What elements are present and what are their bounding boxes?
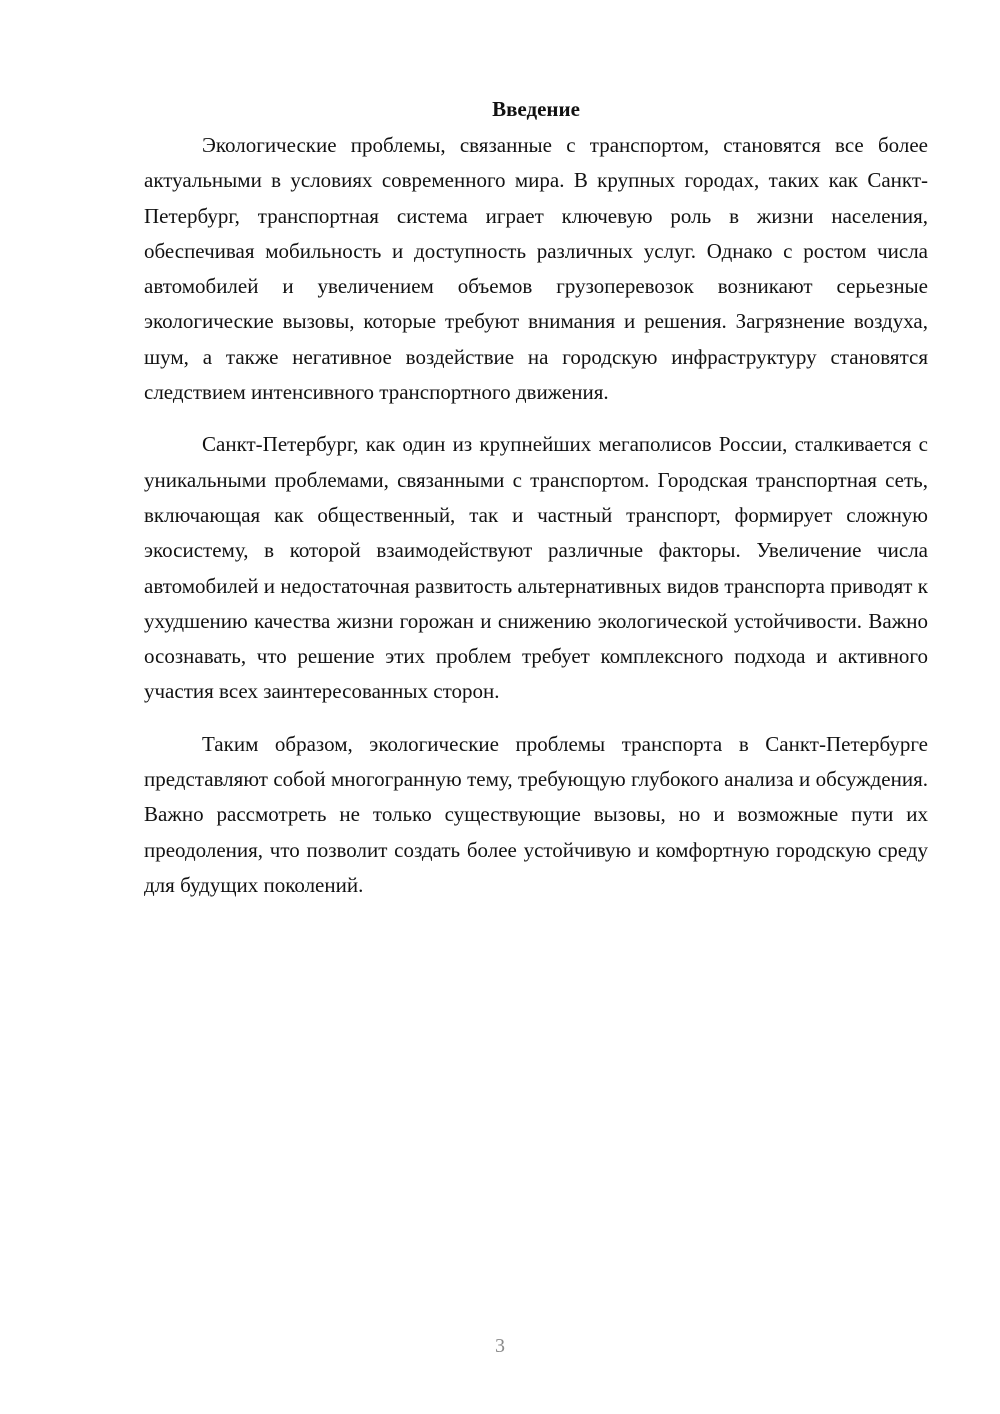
section-heading: Введение [492, 97, 580, 121]
paragraph-2: Санкт-Петербург, как один из крупнейших мегаполисов России, сталкивается с уникальными проблемами, связанными с транспортом. Городская транспортная сеть, включающая как общественный, так и частный транспорт, формирует сложную экосистему, в которой взаимодействуют различные факторы. Увеличение числа автомобилей и недостаточная развитость альтернативных видов транспорта приводят к ухудшению качества жизни горожан и снижению экологической устойчивости. Важно осознавать, что решение этих проблем требует комплексного подхода и активного участия всех заинтересованных сторон. [144, 432, 928, 704]
page-body [144, 92, 928, 903]
page-number: 3 [495, 1335, 505, 1357]
paragraph-3: Таким образом, экологические проблемы транспорта в Санкт-Петербурге представляют собой многогранную тему, требующую глубокого анализа и обсуждения. Важно рассмотреть не только существующие вызовы, но и возможные пути их преодоления, что позволит создать более устойчивую и комфортную городскую среду для будущих поколений. [144, 731, 928, 897]
paragraph-1: Экологические проблемы, связанные с транспортом, становятся все более актуальными в условиях современного мира. В крупных городах, таких как Санкт-Петербург, транспортная система играет ключевую роль в жизни населения, обеспечивая мобильность и доступность различных услуг. Однако с ростом числа автомобилей и увеличением объемов грузоперевозок возникают серьезные экологические вызовы, которые требуют внимания и решения. Загрязнение воздуха, шум, а также негативное воздействие на городскую инфраструктуру становятся следствием интенсивного транспортного движения. [144, 133, 928, 405]
